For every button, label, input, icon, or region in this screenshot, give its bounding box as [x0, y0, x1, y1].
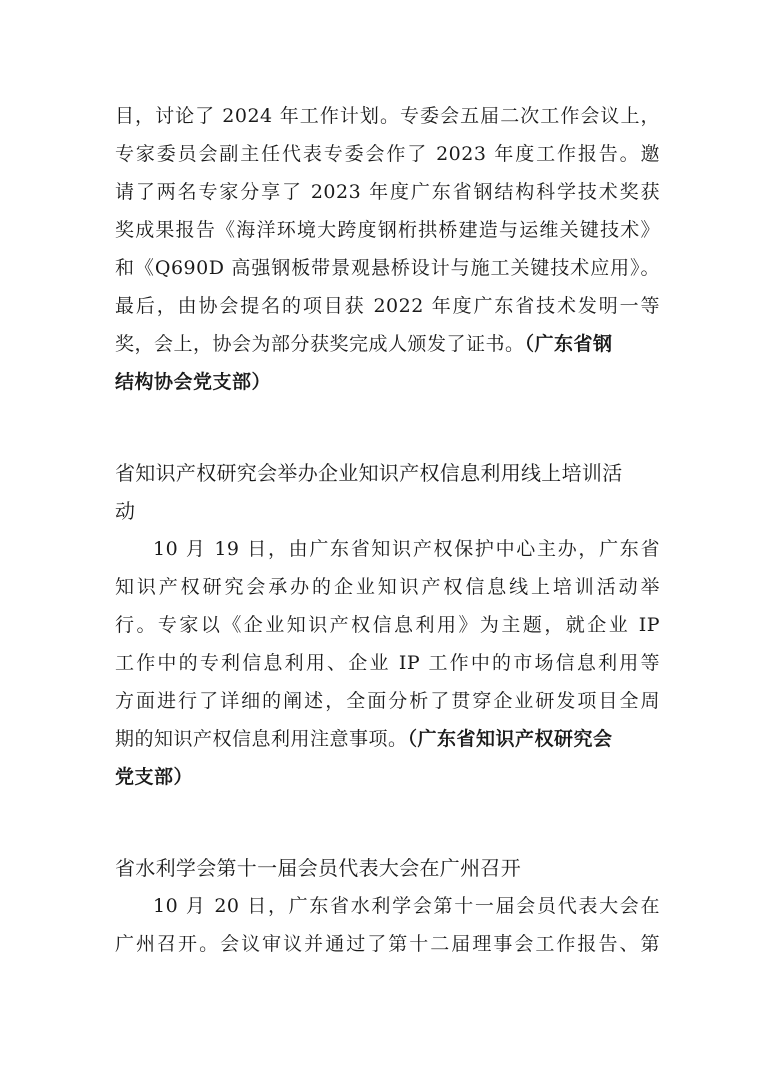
paragraph-line: 和《Q690D 高强钢板带景观悬桥设计与施工关键技术应用》。 — [115, 257, 660, 279]
paragraph-text: 期的知识产权信息利用注意事项。 — [115, 728, 408, 750]
paragraph-line: 工作中的专利信息利用、企业 IP 工作中的市场信息利用等 — [115, 652, 660, 674]
paragraph-line: 10 月 20 日，广东省水利学会第十一届会员代表大会在 — [153, 895, 660, 917]
paragraph-line — [115, 727, 660, 751]
paragraph-line: 目，讨论了 2024 年工作计划。专委会五届二次工作会议上， — [115, 105, 660, 127]
attribution: （广东省知识产权研究会 — [407, 728, 613, 750]
attribution: 党支部） — [115, 766, 194, 788]
paragraph-line: 请了两名专家分享了 2023 年度广东省钢结构科学技术奖获 — [115, 181, 660, 203]
paragraph-line: 方面进行了详细的阐述，全面分析了贯穿企业研发项目全周 — [115, 690, 660, 712]
article-title: 动 — [115, 499, 136, 523]
paragraph-line: 知识产权研究会承办的企业知识产权信息线上培训活动举 — [115, 576, 660, 598]
paragraph-line: 奖成果报告《海洋环境大跨度钢桁拱桥建造与运维关键技术》 — [115, 219, 660, 241]
article-title: 省水利学会第十一届会员代表大会在广州召开 — [115, 856, 521, 880]
attribution: （广东省钢 — [524, 333, 613, 355]
paragraph-line — [115, 332, 660, 356]
paragraph-text: 奖，会上，协会为部分获奖完成人颁发了证书。 — [115, 333, 525, 355]
article-title: 省知识产权研究会举办企业知识产权信息利用线上培训活 — [115, 461, 623, 485]
paragraph-line: 专家委员会副主任代表专委会作了 2023 年度工作报告。邀 — [115, 143, 660, 165]
paragraph-line: 10 月 19 日，由广东省知识产权保护中心主办，广东省 — [153, 538, 660, 560]
paragraph-line: 最后，由协会提名的项目获 2022 年度广东省技术发明一等 — [115, 295, 660, 317]
paragraph-line: 广州召开。会议审议并通过了第十二届理事会工作报告、第 — [115, 933, 660, 955]
attribution: 结构协会党支部） — [115, 371, 272, 393]
paragraph-line: 行。专家以《企业知识产权信息利用》为主题，就企业 IP — [115, 614, 660, 636]
